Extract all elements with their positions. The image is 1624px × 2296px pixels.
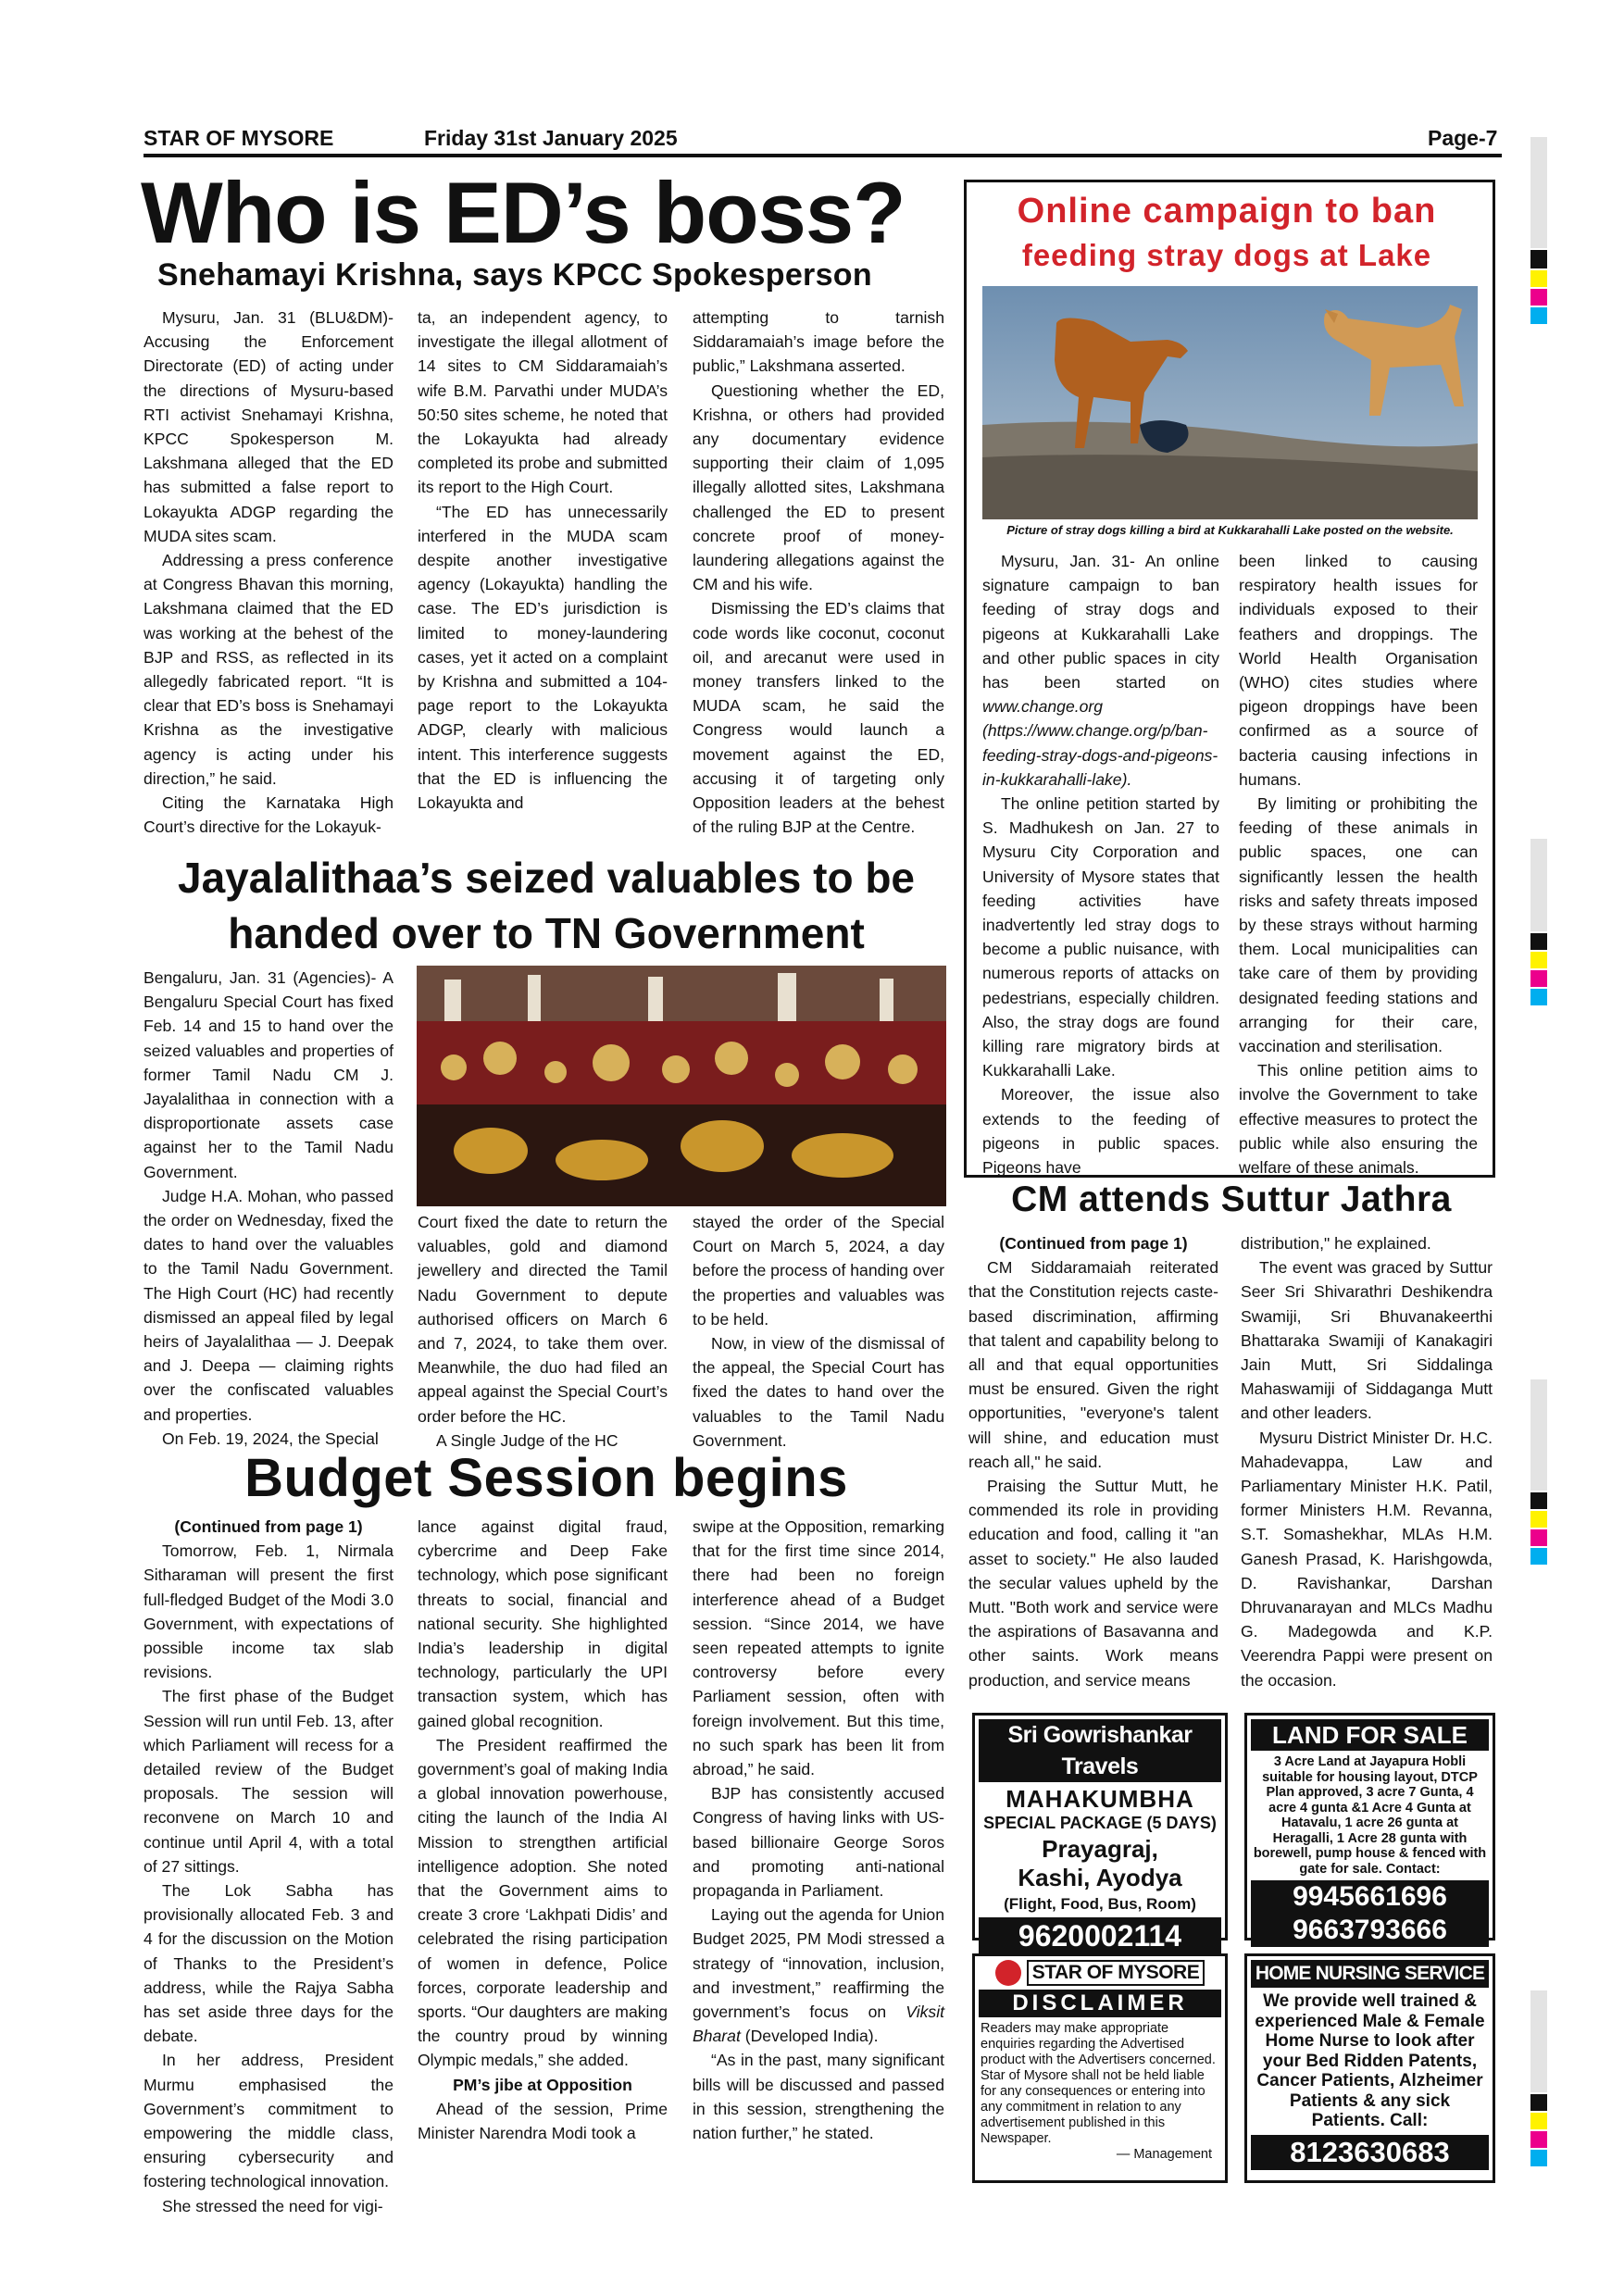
star-logo-icon <box>995 1960 1021 1986</box>
paragraph: CM Siddaramaiah reiterated that the Constitution rejects caste-based discrimination, affirming that talent and capability belong to all and that equal opportunities must be ensured. Given the right opportunities, "everyone's talent will shine, and education must reach all," he said. <box>968 1258 1218 1471</box>
nursing-ad <box>1244 1953 1495 2183</box>
paragraph: The first phase of the Budget Session will run until Feb. 13, after which Parliament will recess for a detailed review of the Budget proposals. The session will reconvene on March 10 and continue until April 4, with a total of 27 sittings. <box>144 1687 394 1876</box>
cm-story-col2 <box>1241 1231 1493 1692</box>
budget-story-col3 <box>693 1515 944 2145</box>
disclaimer-box <box>972 1953 1228 2183</box>
paragraph: Now, in view of the dismissal of the appeal, the Special Court has fixed the dates to hand over the valuables to the Tamil Nadu Government. <box>693 1334 944 1450</box>
paragraph: ta, an independent agency, to investigate the illegal allotment of 14 sites to CM Siddaramaiah’s wife B.M. Parvathi under MUDA’s 50:50 sites scheme, he noted that the Lokayukta had already completed its probe and submitted its report to the High Court. <box>418 308 668 497</box>
header-rule <box>144 154 1502 157</box>
budget-story-col2 <box>418 1515 668 2145</box>
ed-story-headline: Who is ED’s boss? <box>141 164 906 261</box>
paragraph: By limiting or prohibiting the feeding of these animals in public spaces, one can significantly lessen the health risks and safety threats imposed by these strays without harming them. Local municipalities can take care of them by providing designated feeding stations and arranging for their care, vaccination and sterilisation. <box>1239 794 1478 1056</box>
land-ad-phone: 9945661696 <box>1251 1880 1489 1914</box>
jewellery-photo <box>417 966 946 1206</box>
dogs-photo-caption: Picture of stray dogs killing a bird at Kukkarahalli Lake posted on the website. <box>1006 523 1454 537</box>
cm-story-col1 <box>968 1231 1218 1692</box>
paragraph: Laying out the agenda for Union Budget 2025, PM Modi stressed a strategy of “innovation, inclusion, and investment,” reaffirming the government’s focus on <box>693 1905 944 2022</box>
paragraph: “The ED has unnecessarily interfered in the MUDA scam despite another investigative agency (Lokayukta) handling the case. The ED’s jurisdiction is limited to money-laundering cases, yet it acted on a complaint by Krishna and submitted a 104-page report to the Lokayukta ADGP, clearly with malicious intent. This interference suggests that the ED is influencing the Lokayukta and <box>418 502 668 813</box>
disclaimer-logo <box>975 1960 1225 1986</box>
dogs-photo <box>982 286 1478 519</box>
paragraph: Ahead of the session, Prime Minister Narendra Modi took a <box>418 2099 668 2143</box>
paragraph: The President reaffirmed the government’s goal of making India a global innovation powerhouse, citing the launch of the India AI Mission to strengthen artificial intelligence adoption. She noted that the Government aims to create 3 crore ‘Lakhpati Didis’ and celebrated the rising participation of women in defence, Police forces, corporate leadership and sports. “Our daughters are making the country proud by winning Olympic medals,” she added. <box>418 1735 668 2070</box>
disclaimer-sign: — Management <box>1116 2147 1212 2162</box>
travels-ad-title: Sri Gowrishankar Travels <box>979 1719 1221 1782</box>
paragraph: Praising the Suttur Mutt, he commended its role in providing education and food, calling it "an asset to society." He also lauded the secular values upheld by the Mutt. "Both work and service were the aspirations of Basavanna and other saints. Work means production, and service means <box>968 1477 1218 1690</box>
paragraph: Tomorrow, Feb. 1, Nirmala Sitharaman will present the first full-fledged Budget of the Modi 3.0 Government, with expectations of possible income tax slab revisions. <box>144 1541 394 1682</box>
dogs-story-col1 <box>982 549 1219 1179</box>
paragraph: Dismissing the ED’s claims that code words like coconut, coconut oil, and arecanut were used in money transfers linked to the MUDA scam, he said the Congress would launch a movement against the ED, accusing it of targeting only Opposition leaders at the behest of the ruling BJP at the Centre. <box>693 599 944 837</box>
travels-ad-line: MAHAKUMBHA <box>1006 1785 1194 1813</box>
land-ad-phone: 9663793666 <box>1251 1914 1489 1947</box>
paragraph: The online petition started by S. Madhukesh on Jan. 27 to Mysuru City Corporation and University of Mysore states that feeding activities have inadvertently led stray dogs to become a public nuisance, with numerous reports of attacks on pedestrians, especially children. Also, the stray dogs are found killing rare migratory birds at Kukkarahalli Lake. <box>982 794 1219 1080</box>
disclaimer-logo-text: STAR OF MYSORE <box>1027 1960 1205 1986</box>
headline-line: Online campaign to ban <box>1017 192 1437 231</box>
dogs-story-headline <box>968 189 1485 278</box>
ed-story-col2 <box>418 306 668 815</box>
paragraph: Mysuru, Jan. 31- An online signature campaign to ban feeding of stray dogs and pigeons at Kukkarahalli Lake and other public spaces in city has been started on <box>982 552 1219 693</box>
budget-story-col1 <box>144 1515 394 2218</box>
continued-note: (Continued from page 1) <box>174 1517 363 1536</box>
headline-line: handed over to TN Government <box>228 909 865 957</box>
jaya-story-headline <box>139 850 954 961</box>
dogs-story-col2 <box>1239 549 1478 1179</box>
nursing-ad-title: HOME NURSING SERVICE <box>1251 1960 1489 1988</box>
italic-term: Viksit Bharat <box>693 2003 944 2046</box>
stray-dogs-image <box>982 286 1478 519</box>
paragraph: been linked to causing respiratory health issues for individuals exposed to their feathers and droppings. The World Health Organisation (WHO) cites studies where pigeon droppings have been confirmed as a source of bacteria causing infections in humans. <box>1239 552 1478 789</box>
land-ad-body: 3 Acre Land at Jayapura Hobli suitable for housing layout, DTCP Plan approved, 3 acre 7 Gunta, 4 acre 4 gunta &1 Acre 4 Gunta at Hatavalu, 1 acre 26 gunta at Heragalli, 1 Acre 28 gunta with borewell, pump house & fenced with gate for sale. Contact: <box>1253 1754 1487 1877</box>
jaya-story-col1 <box>144 966 394 1451</box>
paragraph: swipe at the Opposition, remarking that for the first time since 2014, there had been no foreign interference ahead of a Budget session. “Since 2014, we have seen repeated attempts to ignite controversy before every Parliament session, often with foreign involvement. But this time, no such spark has been lit from abroad,” he said. <box>693 1517 944 1779</box>
paragraph: The Lok Sabha has provisionally allocated Feb. 3 and 4 for the discussion on the Motion of Thanks to the President’s address, while the Rajya Sabha has set aside three days for the debate. <box>144 1881 394 2046</box>
paragraph: Citing the Karnataka High Court’s directive for the Lokayuk- <box>144 793 394 837</box>
paragraph: Mysuru, Jan. 31 (BLU&DM)- Accusing the Enforcement Directorate (ED) of acting under the directions of Mysuru-based RTI activist Snehamayi Krishna, KPCC Spokesperson M. Lakshmana alleged that the ED has submitted a false report to Lokayukta ADGP regarding the MUDA sites scam. <box>144 308 394 545</box>
travels-ad-line: (Flight, Food, Bus, Room) <box>1004 1895 1196 1913</box>
headline-line: Jayalalithaa’s seized valuables to be <box>177 854 915 902</box>
paragraph: A Single Judge of the HC <box>436 1430 618 1450</box>
seized-jewellery-image <box>417 966 946 1206</box>
travels-ad <box>972 1713 1228 1953</box>
nursing-ad-phone: 8123630683 <box>1251 2135 1489 2170</box>
headline-line: feeding stray dogs at Lake <box>1021 238 1432 272</box>
nursing-ad-body: We provide well trained & experienced Male & Female Home Nurse to look after your Bed Ridden Patents, Cancer Patients, Alzheimer Patients & any sick Patients. Call: <box>1255 1991 1485 2130</box>
paragraph: BJP has consistently accused Congress of having links with US-based billionaire George Soros and promoting anti-national propaganda in Parliament. <box>693 1784 944 1901</box>
disclaimer-title: DISCLAIMER <box>979 1990 1221 2017</box>
paragraph-tail: (Developed India). <box>740 2027 879 2046</box>
paragraph: Judge H.A. Mohan, who passed the order on Wednesday, fixed the dates to hand over the valuables to the Tamil Nadu Government. The High Court (HC) had recently dismissed an appeal filed by legal heirs of Jayalalithaa — J. Deepak and J. Deepa — claiming rights over the confiscated valuables and properties. <box>144 1186 394 1424</box>
cm-story-headline: CM attends Suttur Jathra <box>1011 1179 1452 1219</box>
jaya-story-col2 <box>418 1210 668 1453</box>
travels-ad-line: Prayagraj, <box>1042 1835 1158 1863</box>
paragraph: She stressed the need for vigi- <box>162 2196 383 2215</box>
paragraph: distribution," he explained. <box>1241 1234 1431 1253</box>
land-ad-title: LAND FOR SALE <box>1251 1719 1489 1751</box>
paragraph: “As in the past, many significant bills will be discussed and passed in this session, strengthening the nation further,” he stated. <box>693 2051 944 2143</box>
paragraph: stayed the order of the Special Court on March 5, 2024, a day before the process of handing over the properties and valuables was to be held. <box>693 1213 944 1329</box>
paragraph: Questioning whether the ED, Krishna, or others had provided any documentary evidence supporting their claim of 1,095 illegally allotted sites, Lakshmana challenged the ED to present concrete proof of money-laundering allegations against the CM and his wife. <box>693 381 944 594</box>
disclaimer-body: Readers may make appropriate enquiries regarding the Advertised product with the Advertisers concerned. Star of Mysore shall not be held liable for any consequences or entering into any commitment in relation to any advertisement published in this Newspaper. <box>981 2021 1216 2146</box>
ed-story-col3 <box>693 306 944 839</box>
ed-story-col1 <box>144 306 394 839</box>
paper-name: STAR OF MYSORE <box>144 126 334 150</box>
paragraph: In her address, President Murmu emphasised the Government’s commitment to empowering the middle class, ensuring cybersecurity and fostering technological innovation. <box>144 2051 394 2191</box>
paragraph: Moreover, the issue also extends to the feeding of pigeons in public spaces. Pigeons have <box>982 1085 1219 1178</box>
issue-date: Friday 31st January 2025 <box>424 126 678 150</box>
paragraph: This online petition aims to involve the Government to take effective measures to protect the public while also ensuring the welfare of these animals. <box>1239 1061 1478 1178</box>
page-number: Page-7 <box>1428 126 1498 150</box>
paragraph: lance against digital fraud, cybercrime and Deep Fake technology, which pose significant threats to social, financial and national security. She highlighted India’s leadership in digital technology, particularly the UPI transaction system, which has gained global recognition. <box>418 1517 668 1730</box>
paragraph: Addressing a press conference at Congress Bhavan this morning, Lakshmana claimed that the ED was working at the behest of the BJP and RSS, as reflected in its allegedly fabricated report. “It is clear that ED’s boss is Snehamayi Krishna as the investigative agency is acting under his direction,” he said. <box>144 551 394 788</box>
paragraph: The event was graced by Suttur Seer Sri Shivarathri Deshikendra Swamiji, Sri Bhuvanakeerthi Bhattaraka Swamiji of Kanakagiri Jain Mutt, Sri Siddalinga Mahaswamiji of Siddaganga Mutt and other leaders. <box>1241 1258 1493 1423</box>
budget-story-headline: Budget Session begins <box>244 1448 848 1508</box>
paragraph: Court fixed the date to return the valuables, gold and diamond jewellery and directed the Tamil Nadu Government to depute authorised officers on March 6 and 7, 2024, to take them over. Meanwhile, the duo had filed an appeal against the Special Court’s order before the HC. <box>418 1213 668 1426</box>
ed-story-subhead: Snehamayi Krishna, says KPCC Spokesperson <box>157 257 872 293</box>
paragraph: Mysuru District Minister Dr. H.C. Mahadevappa, Law and Parliamentary Minister H.K. Patil, former Ministers H.M. Revanna, S.T. Somashekhar, MLAs H.M. Ganesh Prasad, K. Harishgowda, D. Ravishankar, Darshan Dhruvanarayan and MLCs Madhu G. Madegowda and K.P. Veerendra Pappi were present on the occasion. <box>1241 1428 1493 1690</box>
jaya-story-col3 <box>693 1210 944 1453</box>
land-ad <box>1244 1713 1495 1945</box>
paragraph: Bengaluru, Jan. 31 (Agencies)- A Bengaluru Special Court has fixed Feb. 14 and 15 to hand over the seized valuables and properties of former Tamil Nadu CM J. Jayalalithaa in connection with a disproportionate assets case against her to the Tamil Nadu Government. <box>144 968 394 1181</box>
petition-link: www.change.org (https://www.change.org/p/ban-feeding-stray-dogs-and-pigeons-in-kukkarahalli-lake). <box>982 697 1218 789</box>
paragraph: attempting to tarnish Siddaramaiah’s image before the public,” Lakshmana asserted. <box>693 308 944 376</box>
travels-ad-line: SPECIAL PACKAGE (5 DAYS) <box>983 1814 1217 1832</box>
continued-note: (Continued from page 1) <box>999 1234 1188 1253</box>
paragraph: On Feb. 19, 2024, the Special <box>162 1429 379 1448</box>
travels-ad-phone: 9620002114 <box>979 1917 1221 1954</box>
travels-ad-line: Kashi, Ayodya <box>1018 1864 1182 1891</box>
subhead: PM’s jibe at Opposition <box>453 2075 632 2094</box>
